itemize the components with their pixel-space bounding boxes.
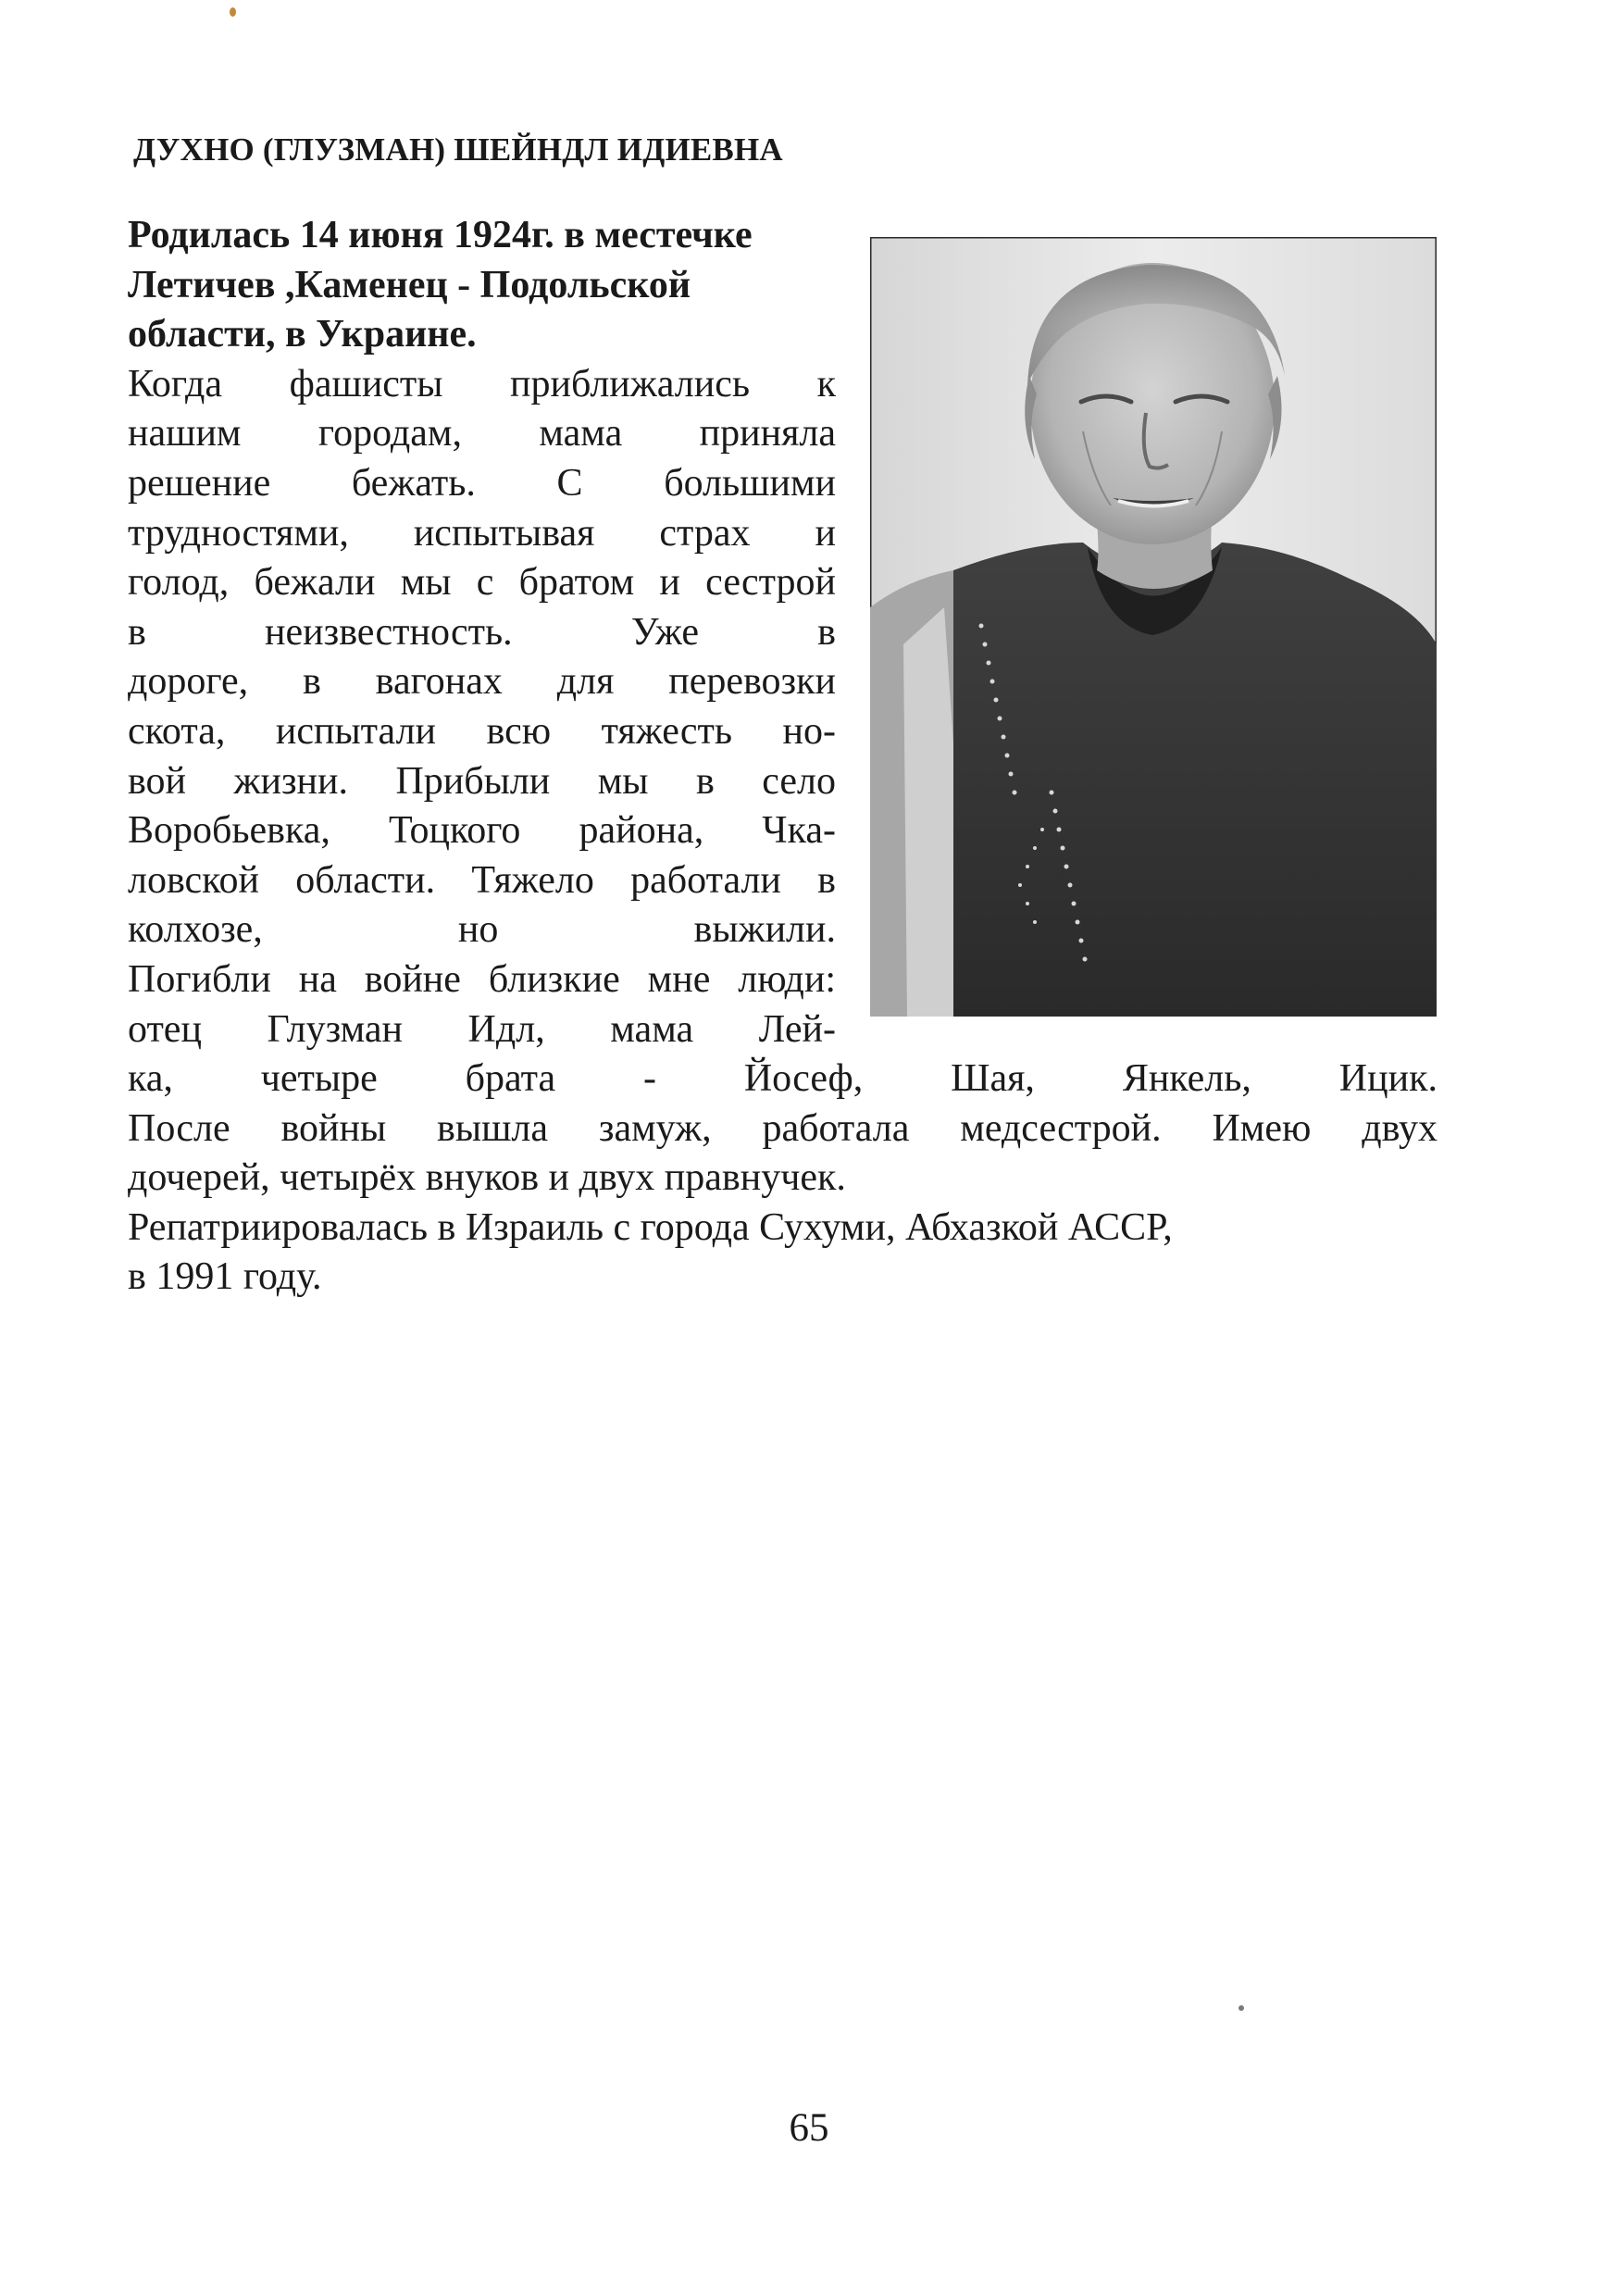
birth-info-line: Летичев ,Каменец - Подольской [128,263,691,306]
bio-line: скота, испытали всю тяжесть но- [128,709,836,753]
bio-line: дороге, в вагонах для перевозки [128,660,836,704]
bio-line: голод, бежали мы с братом и сестрой [128,561,836,605]
repatriation-line: Репатриировалась в Израиль с города Сухуми, Абхазкой АССР, [128,1205,1173,1249]
biography-text [128,211,1442,1303]
bio-line: колхозе, но выжили. [128,908,836,952]
bio-line: ка, четыре брата - Йосеф, Шая, Янкель, Ицик. [128,1057,1438,1101]
bio-line: вой жизни. Прибыли мы в село [128,759,836,803]
birth-info-line: Родилась 14 июня 1924г. в местечке [128,214,753,256]
bio-line: Воробьевка, Тоцкого района, Чка- [128,809,836,853]
bio-line: Когда фашисты приближались к [128,362,836,406]
page-number: 65 [789,2106,829,2150]
paper-speck [1238,2005,1244,2011]
bio-line: отец Глузман Идл, мама Лей- [128,1007,836,1051]
birth-info-line: области, в Украине. [128,313,477,356]
paper-speck [230,7,236,17]
person-name-heading: ДУХНО (ГЛУЗМАН) ШЕЙНДЛ ИДИЕВНА [133,131,783,168]
bio-line: ловской области. Тяжело работали в [128,858,836,902]
bio-line: нашим городам, мама приняла [128,412,836,455]
repatriation-line: в 1991 году. [128,1255,322,1299]
bio-line: решение бежать. С большими [128,461,836,505]
bio-line: Погибли на войне близкие мне люди: [128,957,836,1001]
bio-line: трудностями, испытывая страх и [128,511,836,555]
bio-line: дочерей, четырёх внуков и двух правнучек. [128,1156,846,1200]
bio-line: в неизвестность. Уже в [128,610,836,654]
bio-line: После войны вышла замуж, работала медсестрой. Имею двух [128,1106,1438,1150]
